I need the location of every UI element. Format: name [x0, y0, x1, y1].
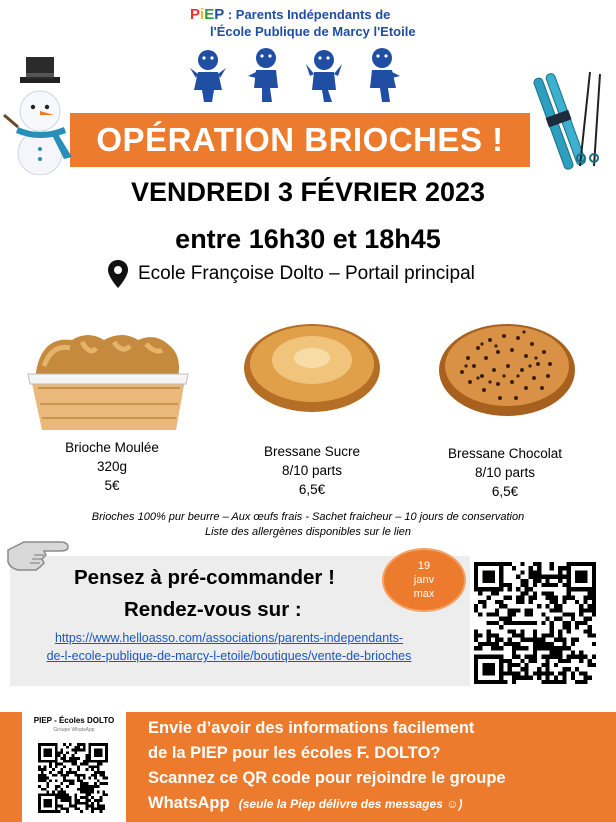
deadline-month: janv: [413, 574, 435, 586]
link-line1[interactable]: https://www.helloasso.com/associations/parents-independants-: [54, 631, 404, 645]
deadline-max: max: [413, 588, 435, 600]
deadline-day: 19: [417, 560, 431, 572]
product-detail: 8/10 parts: [474, 465, 536, 480]
product-price: 5€: [104, 478, 120, 493]
whatsapp-message: [148, 716, 608, 817]
event-time: entre 16h30 et 18h45: [175, 224, 441, 254]
pointing-hand-icon: [4, 528, 74, 574]
whatsapp-card-title: PIEP - Écoles DOLTO: [33, 716, 115, 725]
note-line1: Brioches 100% pur beurre – Aux œufs frais - Sachet fraicheur – 10 jours de conservation: [91, 511, 525, 523]
location-text: Ecole Françoise Dolto – Portail principal: [138, 263, 475, 284]
link-line2[interactable]: de-l-ecole-publique-de-marcy-l-etoile/boutiques/vente-de-brioches: [46, 649, 412, 663]
snowman-illustration: [0, 55, 92, 175]
logo-letter-e: E: [204, 6, 215, 23]
bressane-chocolat-image: [438, 318, 576, 418]
banner-title: OPÉRATION BRIOCHES !: [96, 121, 504, 158]
product-name: Brioche Moulée: [65, 440, 159, 455]
footer-line1: Envie d’avoir des informations facilement: [148, 719, 475, 737]
bressane-sucre-image: [242, 318, 382, 414]
product-bressane-sucre: [232, 442, 392, 499]
note-line2: Liste des allergènes disponibles sur le lien: [204, 526, 412, 538]
logo-letter-p2: P: [214, 6, 225, 23]
brioche-moulee-image: [22, 326, 196, 434]
product-name: Bressane Sucre: [263, 444, 361, 459]
helloasso-link[interactable]: [0, 629, 458, 665]
event-location: [108, 258, 475, 290]
preorder-heading: Pensez à pré-commander !: [74, 566, 335, 589]
qr-code: [474, 562, 596, 684]
deadline-badge: [382, 548, 466, 612]
product-brioche-moulee: [42, 438, 182, 495]
event-date: VENDREDI 3 FÉVRIER 2023: [130, 177, 486, 207]
whatsapp-card-subtitle: Groupe WhatsApp: [53, 727, 95, 733]
skis-illustration: [528, 66, 610, 170]
product-notes: [0, 510, 616, 540]
org-logo-text: [190, 6, 416, 40]
product-name: Bressane Chocolat: [447, 446, 563, 461]
footer-line3: Scannez ce QR code pour rejoindre le groupe: [148, 769, 506, 787]
logo-letter-p: P: [190, 6, 201, 23]
footer-line4: WhatsApp: [148, 794, 230, 812]
whatsapp-qr-code: [38, 740, 108, 816]
product-price: 6,5€: [298, 482, 326, 497]
org-name-line2: l'École Publique de Marcy l'Etoile: [210, 24, 416, 39]
product-detail: 8/10 parts: [281, 463, 343, 478]
product-price: 6,5€: [491, 484, 519, 499]
logo-letter-i: i: [200, 6, 205, 23]
org-name-line1: : Parents Indépendants de: [224, 7, 391, 22]
footer-note: (seule la Piep délivre des messages ☺): [238, 797, 463, 811]
product-detail: 320g: [96, 459, 128, 474]
preorder-subheading: Rendez-vous sur :: [124, 598, 302, 621]
map-pin-icon: [108, 260, 128, 288]
footer-line2: de la PIEP pour les écoles F. DOLTO?: [148, 744, 441, 762]
kids-illustration: [186, 46, 406, 104]
product-bressane-chocolat: [430, 444, 580, 501]
